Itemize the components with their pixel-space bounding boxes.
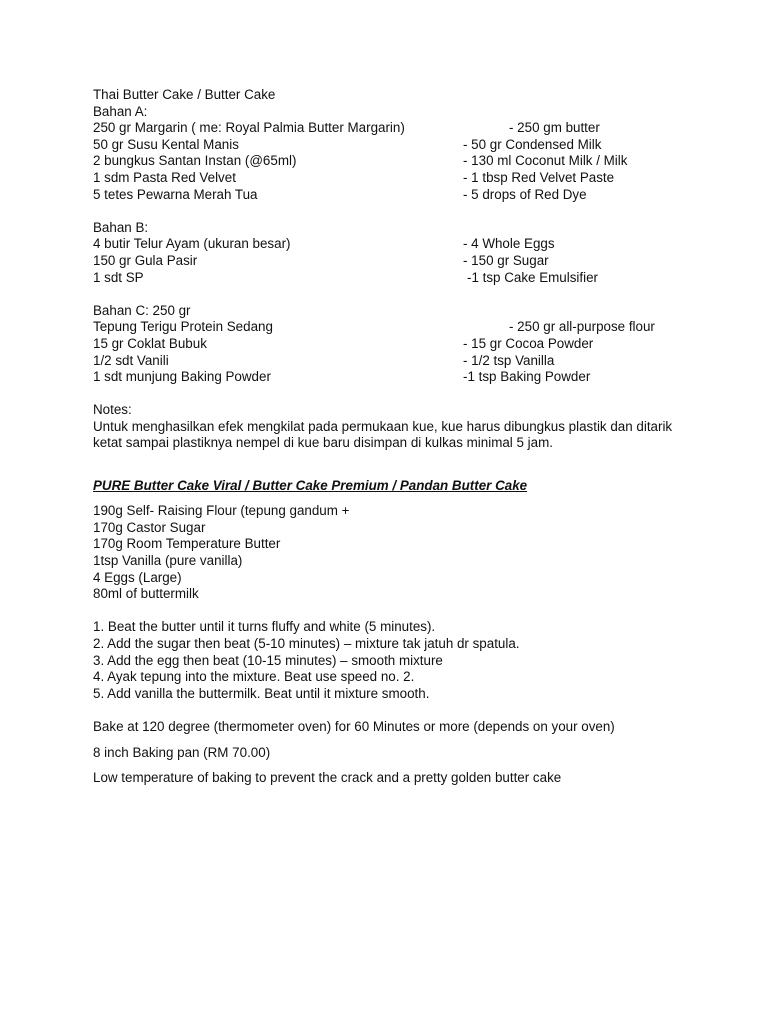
- spacer: [93, 761, 693, 770]
- recipe2-title: PURE Butter Cake Viral / Butter Cake Premium / Pandan Butter Cake: [93, 477, 528, 493]
- ingredient-indonesian: 15 gr Coklat Bubuk: [93, 335, 207, 351]
- ingredient-row: [93, 353, 693, 370]
- ingredient-english: - 1/2 tsp Vanilla: [463, 352, 555, 368]
- ingredient-row: [93, 253, 693, 270]
- notes-text: Untuk menghasilkan efek mengkilat pada permukaan kue, kue harus dibungkus plastik dan ditarik ketat sampai plastiknya nempel di kue baru disimpan di kulkas minimal 5 jam.: [93, 418, 673, 451]
- ingredient-row: [93, 319, 693, 336]
- ingredient-indonesian: 1 sdt SP: [93, 269, 144, 285]
- ingredient-row: [93, 170, 693, 187]
- recipe2-ingredient: 4 Eggs (Large): [93, 569, 182, 585]
- spacer: [93, 452, 693, 469]
- recipe2-step: 3. Add the egg then beat (10-15 minutes) – smooth mixture: [93, 652, 443, 668]
- bake-instruction: Bake at 120 degree (thermometer oven) for 60 Minutes or more (depends on your oven): [93, 718, 615, 734]
- spacer: [93, 286, 693, 303]
- ingredient-row: [93, 137, 693, 154]
- recipe2-step: 2. Add the sugar then beat (5-10 minutes) – mixture tak jatuh dr spatula.: [93, 636, 520, 651]
- ingredient-row: [93, 270, 693, 287]
- ingredient-english: -1 tsp Baking Powder: [463, 369, 591, 385]
- notes-label: Notes:: [93, 402, 132, 418]
- spacer: [93, 203, 693, 220]
- baking-tip: Low temperature of baking to prevent the crack and a pretty golden butter cake: [93, 770, 562, 786]
- bahan-c-label: Bahan C: 250 gr: [93, 302, 191, 318]
- ingredient-row: [93, 336, 693, 353]
- recipe2-ingredient: 1tsp Vanilla (pure vanilla): [93, 553, 243, 569]
- ingredient-english: - 4 Whole Eggs: [463, 236, 555, 252]
- ingredient-english: - 5 drops of Red Dye: [463, 186, 587, 202]
- bahan-a-label: Bahan A:: [93, 103, 148, 119]
- ingredient-english: - 250 gr all-purpose flour: [509, 319, 655, 335]
- bahan-b-label: Bahan B:: [93, 219, 149, 235]
- ingredient-english: - 130 ml Coconut Milk / Milk: [463, 153, 628, 169]
- ingredient-row: [93, 153, 693, 170]
- recipe2-ingredient: 80ml of buttermilk: [93, 586, 199, 602]
- ingredient-indonesian: 5 tetes Pewarna Merah Tua: [93, 186, 258, 202]
- ingredient-indonesian: 1/2 sdt Vanili: [93, 352, 169, 368]
- recipe2-step: 4. Ayak tepung into the mixture. Beat use speed no. 2.: [93, 669, 415, 685]
- recipe2-ingredient: 190g Self- Raising Flour (tepung gandum +: [93, 503, 350, 519]
- ingredient-english: -1 tsp Cake Emulsifier: [467, 269, 598, 285]
- ingredient-indonesian: 2 bungkus Santan Instan (@65ml): [93, 153, 297, 169]
- spacer: [93, 603, 693, 620]
- recipe2-step: 5. Add vanilla the buttermilk. Beat until it mixture smooth.: [93, 685, 430, 701]
- recipe1-title: Thai Butter Cake / Butter Cake: [93, 87, 276, 102]
- ingredient-indonesian: Tepung Terigu Protein Sedang: [93, 319, 273, 335]
- ingredient-indonesian: 1 sdt munjung Baking Powder: [93, 369, 271, 385]
- ingredient-indonesian: 250 gr Margarin ( me: Royal Palmia Butter Margarin): [93, 120, 405, 136]
- ingredient-row: [93, 120, 693, 137]
- ingredient-indonesian: 150 gr Gula Pasir: [93, 252, 198, 268]
- ingredient-indonesian: 50 gr Susu Kental Manis: [93, 136, 239, 152]
- spacer: [93, 494, 693, 503]
- spacer: [93, 702, 693, 719]
- recipe2-ingredient: 170g Castor Sugar: [93, 519, 206, 535]
- ingredient-row: [93, 187, 693, 204]
- ingredient-indonesian: 4 butir Telur Ayam (ukuran besar): [93, 236, 291, 252]
- recipe2-ingredient: 170g Room Temperature Butter: [93, 536, 281, 552]
- baking-pan: 8 inch Baking pan (RM 70.00): [93, 744, 271, 760]
- ingredient-indonesian: 1 sdm Pasta Red Velvet: [93, 169, 236, 185]
- recipe2-step: 1. Beat the butter until it turns fluffy and white (5 minutes).: [93, 619, 436, 635]
- ingredient-row: [93, 236, 693, 253]
- ingredient-english: - 150 gr Sugar: [463, 252, 549, 268]
- spacer: [93, 469, 693, 478]
- ingredient-english: - 250 gm butter: [509, 120, 600, 136]
- ingredient-english: - 15 gr Cocoa Powder: [463, 335, 594, 351]
- recipe-document: [93, 87, 693, 787]
- spacer: [93, 386, 693, 403]
- spacer: [93, 736, 693, 745]
- ingredient-english: - 50 gr Condensed Milk: [463, 136, 602, 152]
- ingredient-english: - 1 tbsp Red Velvet Paste: [463, 169, 615, 185]
- ingredient-row: [93, 369, 693, 386]
